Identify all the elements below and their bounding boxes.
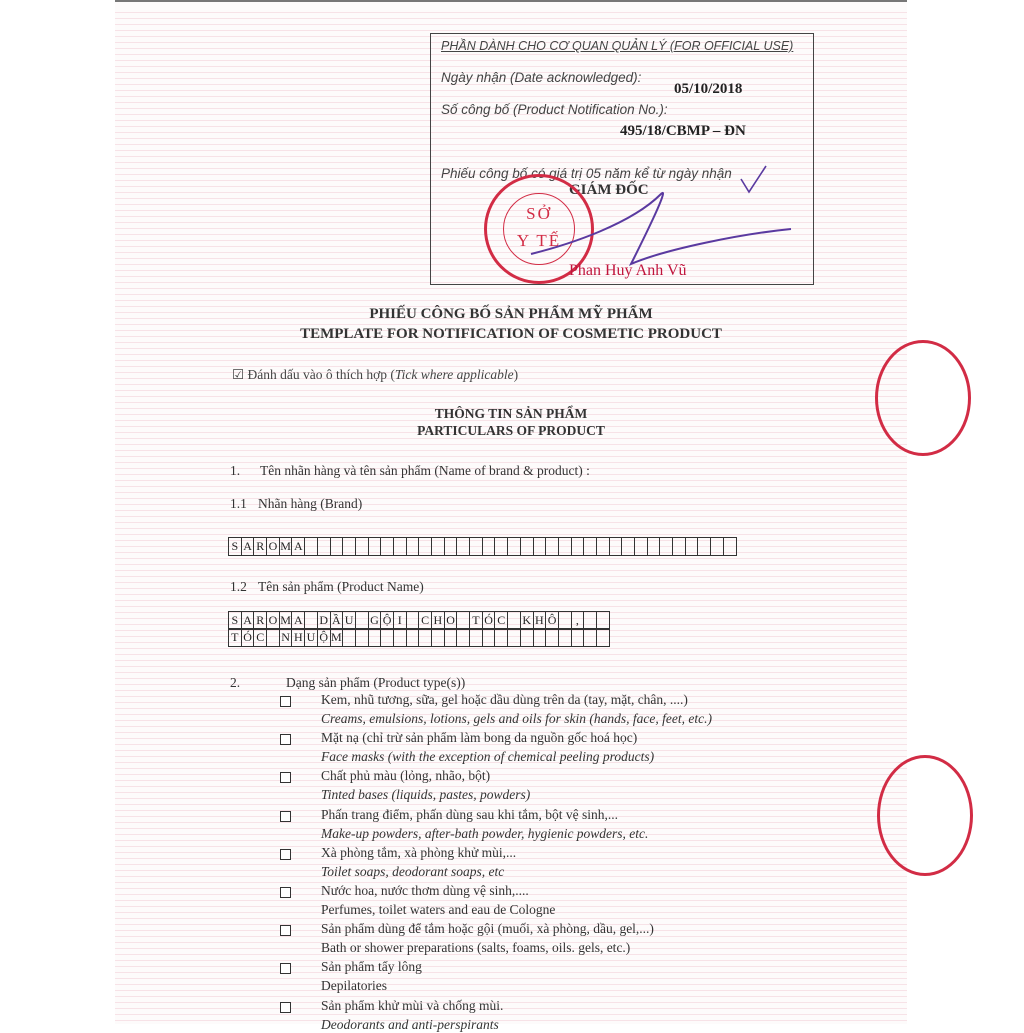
stamp-line-2: Y TẾ — [516, 231, 562, 250]
char-box — [356, 538, 369, 555]
char-box — [597, 538, 610, 555]
char-box — [572, 538, 585, 555]
char-box: C — [254, 629, 267, 646]
char-box — [394, 629, 407, 646]
item1-number: 1. — [230, 463, 241, 478]
char-box — [559, 538, 572, 555]
char-box — [470, 629, 483, 646]
tick-instruction — [232, 367, 518, 383]
product-type-vi: Kem, nhũ tương, sữa, gel hoặc dầu dùng trên da (tay, mặt, chân, ....) — [321, 692, 688, 707]
char-box — [394, 538, 407, 555]
char-box — [305, 538, 318, 555]
validity-note: Phiếu công bố có giá trị 05 năm kể từ ngày nhận — [441, 166, 732, 181]
char-box — [534, 629, 547, 646]
char-box — [495, 538, 508, 555]
char-box — [369, 538, 382, 555]
char-box: C — [495, 612, 508, 629]
char-box — [483, 629, 496, 646]
product-type-en: Make-up powders, after-bath powder, hygienic powders, etc. — [321, 825, 649, 841]
char-box — [610, 538, 623, 555]
char-box — [724, 538, 737, 555]
char-box — [584, 538, 597, 555]
char-box — [356, 629, 369, 646]
char-box — [559, 612, 572, 629]
char-box — [660, 538, 673, 555]
char-box — [445, 629, 458, 646]
char-box — [508, 612, 521, 629]
char-box: O — [445, 612, 458, 629]
char-box — [508, 629, 521, 646]
brand-number: 1.1 — [230, 496, 247, 511]
char-box: M — [331, 630, 342, 644]
char-box — [343, 538, 356, 555]
product-type-checkbox[interactable] — [280, 963, 291, 974]
item2-label: Dạng sản phẩm (Product type(s)) — [286, 675, 466, 690]
product-type-checkbox[interactable] — [280, 1002, 291, 1013]
product-type-en: Tinted bases (liquids, pastes, powders) — [321, 787, 531, 803]
char-box — [267, 629, 280, 646]
signer-name: Phan Huy Anh Vũ — [569, 262, 687, 279]
top-edge-line — [115, 0, 907, 2]
product-type-en: Perfumes, toilet waters and eau de Cologne — [321, 902, 556, 917]
char-box — [546, 629, 559, 646]
product-type-en: Deodorants and anti-perspirants — [321, 1016, 499, 1032]
official-use-header: PHẦN DÀNH CHO CƠ QUAN QUẢN LÝ (FOR OFFICIAL USE) — [441, 39, 794, 53]
product-type-en: Creams, emulsions, lotions, gels and oils for skin (hands, face, feet, etc.) — [321, 711, 712, 726]
char-box: H — [534, 612, 547, 629]
product-type-vi: Mặt nạ (chỉ trừ sản phẩm làm bong da nguồn gốc hoá học) — [321, 730, 638, 746]
char-box — [331, 538, 344, 555]
product-type-vi: Sản phẩm dùng để tắm hoặc gội (muối, xà phòng, dầu, gel,...) — [321, 921, 654, 937]
char-box — [559, 629, 572, 646]
product-type-checkbox[interactable] — [280, 811, 291, 822]
product-type-vi: Chất phủ màu (lỏng, nhão, bột) — [321, 768, 491, 784]
char-box: Ộ — [381, 612, 394, 629]
char-box — [584, 612, 597, 629]
char-box: Ầ — [331, 612, 344, 629]
brand-char-boxes — [228, 537, 737, 556]
char-box: A — [292, 612, 305, 629]
char-box — [572, 629, 585, 646]
char-box — [457, 538, 470, 555]
char-box — [597, 629, 610, 646]
notification-number-value: 495/18/CBMP – ĐN — [620, 123, 746, 139]
char-box: T — [470, 612, 483, 629]
product-type-checkbox[interactable] — [280, 887, 291, 898]
tick-instruction-italic: Tick where applicable — [394, 367, 514, 382]
char-box — [305, 612, 318, 629]
char-box — [432, 629, 445, 646]
product-type-checkbox[interactable] — [280, 772, 291, 783]
char-box — [381, 538, 394, 555]
char-box — [584, 629, 597, 646]
char-box: G — [369, 612, 382, 629]
product-label: Tên sản phẩm (Product Name) — [258, 579, 424, 594]
product-char-boxes-row2 — [228, 628, 610, 647]
brand-label: Nhãn hàng (Brand) — [258, 496, 363, 511]
product-type-en: Face masks (with the exception of chemical peeling products) — [321, 749, 655, 765]
form-title-vi: PHIẾU CÔNG BỐ SẢN PHẨM MỸ PHẨM — [369, 306, 653, 322]
char-box: R — [254, 538, 267, 555]
edge-stamp-bottom — [877, 755, 973, 876]
char-box — [457, 612, 470, 629]
char-box: S — [229, 538, 242, 555]
char-box: S — [229, 612, 242, 629]
product-type-vi: Phấn trang điểm, phấn dùng sau khi tắm, bột vệ sinh,... — [321, 806, 618, 822]
char-box — [622, 538, 635, 555]
char-box: T — [229, 629, 242, 646]
stamp-line-1: SỞ — [526, 204, 552, 223]
tick-instruction-prefix: ☑ Đánh dấu vào ô thích hợp ( — [232, 367, 395, 382]
form-title-en: TEMPLATE FOR NOTIFICATION OF COSMETIC PRODUCT — [300, 326, 722, 342]
char-box — [381, 629, 394, 646]
official-use-box — [430, 33, 814, 285]
char-box — [534, 538, 547, 555]
product-type-vi: Xà phòng tắm, xà phòng khử mùi,... — [321, 844, 517, 860]
char-box: M — [280, 613, 291, 627]
char-box: D — [318, 612, 331, 629]
char-box — [597, 612, 610, 629]
product-type-en: Bath or shower preparations (salts, foams, oils. gels, etc.) — [321, 940, 631, 956]
char-box: A — [292, 538, 305, 555]
char-box: U — [305, 629, 318, 646]
char-box: Ộ — [318, 629, 331, 646]
char-box — [495, 629, 508, 646]
product-type-vi: Nước hoa, nước thơm dùng vệ sinh,.... — [321, 883, 529, 898]
section-title-vi: THÔNG TIN SẢN PHẨM — [434, 406, 588, 421]
char-box — [546, 538, 559, 555]
char-box: C — [419, 612, 432, 629]
tick-instruction-suffix: ) — [513, 367, 519, 382]
section-title-en: PARTICULARS OF PRODUCT — [417, 423, 605, 438]
notification-number-label: Số công bố (Product Notification No.): — [441, 102, 668, 117]
char-box — [483, 538, 496, 555]
char-box: A — [242, 612, 255, 629]
char-box: H — [432, 612, 445, 629]
product-type-en: Toilet soaps, deodorant soaps, etc — [321, 863, 505, 879]
char-box — [508, 538, 521, 555]
product-type-vi: Sản phẩm khử mùi và chống mùi. — [321, 997, 504, 1013]
char-box — [673, 538, 686, 555]
product-number: 1.2 — [230, 579, 247, 594]
char-box — [356, 612, 369, 629]
char-box — [369, 629, 382, 646]
char-box: M — [280, 539, 291, 553]
char-box — [407, 612, 420, 629]
char-box — [686, 538, 699, 555]
char-box — [343, 629, 356, 646]
product-type-checkbox[interactable] — [280, 734, 291, 745]
date-value: 05/10/2018 — [674, 81, 743, 97]
char-box: K — [521, 612, 534, 629]
char-box: , — [572, 612, 585, 629]
char-box — [419, 538, 432, 555]
char-box — [470, 538, 483, 555]
char-box — [445, 538, 458, 555]
char-box: I — [394, 612, 407, 629]
char-box — [407, 538, 420, 555]
edge-stamp-top — [875, 340, 971, 456]
char-box: Ó — [242, 629, 255, 646]
char-box: Ô — [546, 612, 559, 629]
char-box — [711, 538, 724, 555]
char-box — [419, 629, 432, 646]
item2-number: 2. — [230, 675, 241, 690]
director-title: GIÁM ĐỐC — [569, 182, 649, 198]
product-type-checkbox[interactable] — [280, 696, 291, 707]
char-box: H — [292, 629, 305, 646]
char-box — [648, 538, 661, 555]
char-box: Ó — [483, 612, 496, 629]
char-box — [521, 629, 534, 646]
product-type-checkbox[interactable] — [280, 925, 291, 936]
document-page — [115, 0, 907, 1032]
product-type-checkbox[interactable] — [280, 849, 291, 860]
char-box: U — [343, 612, 356, 629]
char-box: O — [267, 612, 280, 629]
char-box — [407, 629, 420, 646]
item1-label: Tên nhãn hàng và tên sản phẩm (Name of brand & product) : — [260, 463, 590, 478]
char-box: A — [242, 538, 255, 555]
char-box: R — [254, 612, 267, 629]
char-box — [318, 538, 331, 555]
product-type-en: Depilatories — [321, 978, 387, 994]
char-box: N — [280, 629, 293, 646]
char-box — [457, 629, 470, 646]
char-box: O — [267, 538, 280, 555]
date-label: Ngày nhận (Date acknowledged): — [441, 70, 642, 85]
char-box — [432, 538, 445, 555]
char-box — [635, 538, 648, 555]
char-box — [698, 538, 711, 555]
char-box — [521, 538, 534, 555]
product-type-vi: Sản phẩm tẩy lông — [321, 959, 422, 975]
